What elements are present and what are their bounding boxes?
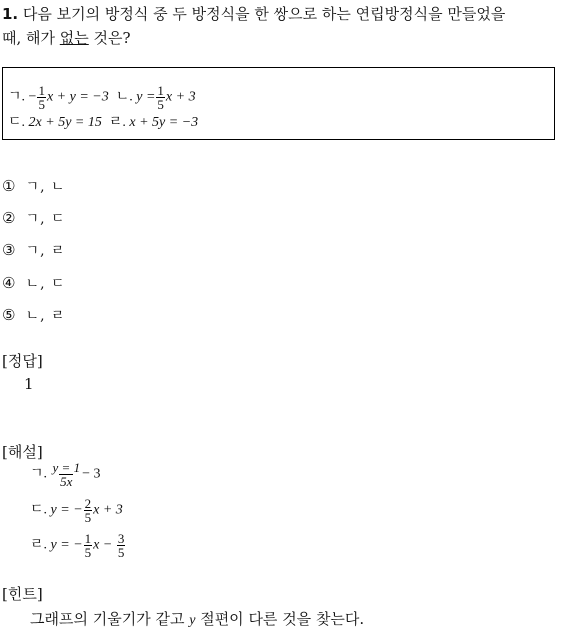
choice-5-text: ㄴ, ㄹ — [25, 308, 66, 324]
explanation-label: [해설] — [2, 443, 43, 461]
choice-3[interactable] — [2, 240, 66, 260]
eq-a-rest: x + y = −3 — [46, 89, 109, 105]
eq-b-fraction — [156, 84, 165, 111]
expl-c-frac-num: 2 — [84, 496, 92, 511]
eq-b-rest: x + 3 — [165, 89, 196, 105]
expl-d-frac1-den: 5 — [84, 545, 92, 560]
choice-3-text: ㄱ, ㄹ — [25, 243, 66, 259]
equation-c-d-row — [8, 111, 198, 131]
expl-c-fraction — [84, 497, 93, 524]
eq-a-frac-den: 5 — [38, 97, 45, 112]
question-line-1 — [2, 3, 505, 24]
expl-a-rest: − 3 — [82, 466, 101, 482]
expl-d-frac2-den: 5 — [117, 545, 125, 560]
choice-4-text: ㄴ, ㄷ — [25, 276, 66, 292]
explanation-a — [30, 461, 100, 488]
expl-a-frac-num: y = 1 — [52, 460, 81, 475]
choice-2-mark: ② — [2, 209, 16, 227]
eq-c-label: ㄷ. — [8, 115, 26, 130]
question-text-2-suffix: 것은? — [88, 29, 131, 47]
expl-c-rest: x + 3 — [93, 502, 123, 518]
expl-c-frac-den: 5 — [84, 510, 92, 525]
expl-d-fraction-1 — [84, 532, 93, 559]
hint-text — [30, 608, 364, 629]
eq-a-frac-num: 1 — [38, 83, 45, 98]
expl-d-label: ㄹ. — [30, 537, 48, 553]
eq-c: 2x + 5y = 15 — [28, 115, 102, 130]
question-text-1: 다음 보기의 방정식 중 두 방정식을 한 쌍으로 하는 연립방정식을 만들었을 — [22, 5, 506, 23]
choice-4-mark: ④ — [2, 274, 16, 292]
hint-text-prefix: 그래프의 기울기가 같고 — [30, 610, 190, 628]
expl-d-fraction-2 — [117, 532, 126, 559]
choice-1-text: ㄱ, ㄴ — [25, 179, 66, 195]
answer-value: 1 — [24, 375, 34, 393]
equation-a-b-row — [8, 84, 196, 111]
eq-a-label: ㄱ. — [8, 89, 26, 105]
eq-d: x + 5y = −3 — [129, 115, 199, 130]
expl-c-label: ㄷ. — [30, 502, 48, 518]
expl-d-frac2-num: 3 — [117, 531, 125, 546]
eq-b-frac-num: 1 — [157, 83, 164, 98]
expl-d-frac1-num: 1 — [84, 531, 92, 546]
expl-a-label: ㄱ. — [30, 466, 48, 482]
eq-a-fraction — [37, 84, 46, 111]
eq-d-label: ㄹ. — [108, 115, 126, 130]
eq-b-label: ㄴ. — [115, 89, 133, 105]
question-number: 1. — [2, 5, 19, 23]
expl-d-mid: x − — [93, 537, 113, 553]
eq-b-frac-den: 5 — [157, 97, 164, 112]
explanation-c — [30, 497, 123, 524]
eq-a-sign: − — [28, 89, 37, 105]
hint-label: [힌트] — [2, 585, 43, 603]
choice-4[interactable] — [2, 273, 66, 293]
answer-label: [정답] — [2, 352, 43, 370]
choice-5-mark: ⑤ — [2, 306, 16, 324]
hint-text-suffix: 절편이 다른 것을 찾는다. — [195, 610, 365, 628]
question-line-2 — [2, 27, 131, 48]
choice-2[interactable] — [2, 208, 66, 228]
choice-2-text: ㄱ, ㄷ — [25, 211, 66, 227]
choice-3-mark: ③ — [2, 241, 16, 259]
expl-c-lhs: y = − — [50, 502, 83, 518]
choice-1[interactable] — [2, 176, 66, 196]
choice-5[interactable] — [2, 305, 66, 325]
choice-1-mark: ① — [2, 177, 16, 195]
expl-d-lhs: y = − — [50, 537, 83, 553]
expl-a-frac-den: 5x — [60, 474, 73, 489]
question-text-2-prefix: 때, 해가 — [2, 29, 60, 47]
expl-a-fraction — [52, 461, 82, 488]
hint-text-var: y — [189, 613, 196, 628]
eq-b-lhs: y = — [136, 89, 156, 105]
question-text-2-underlined: 없는 — [59, 29, 89, 47]
explanation-d — [30, 532, 126, 559]
